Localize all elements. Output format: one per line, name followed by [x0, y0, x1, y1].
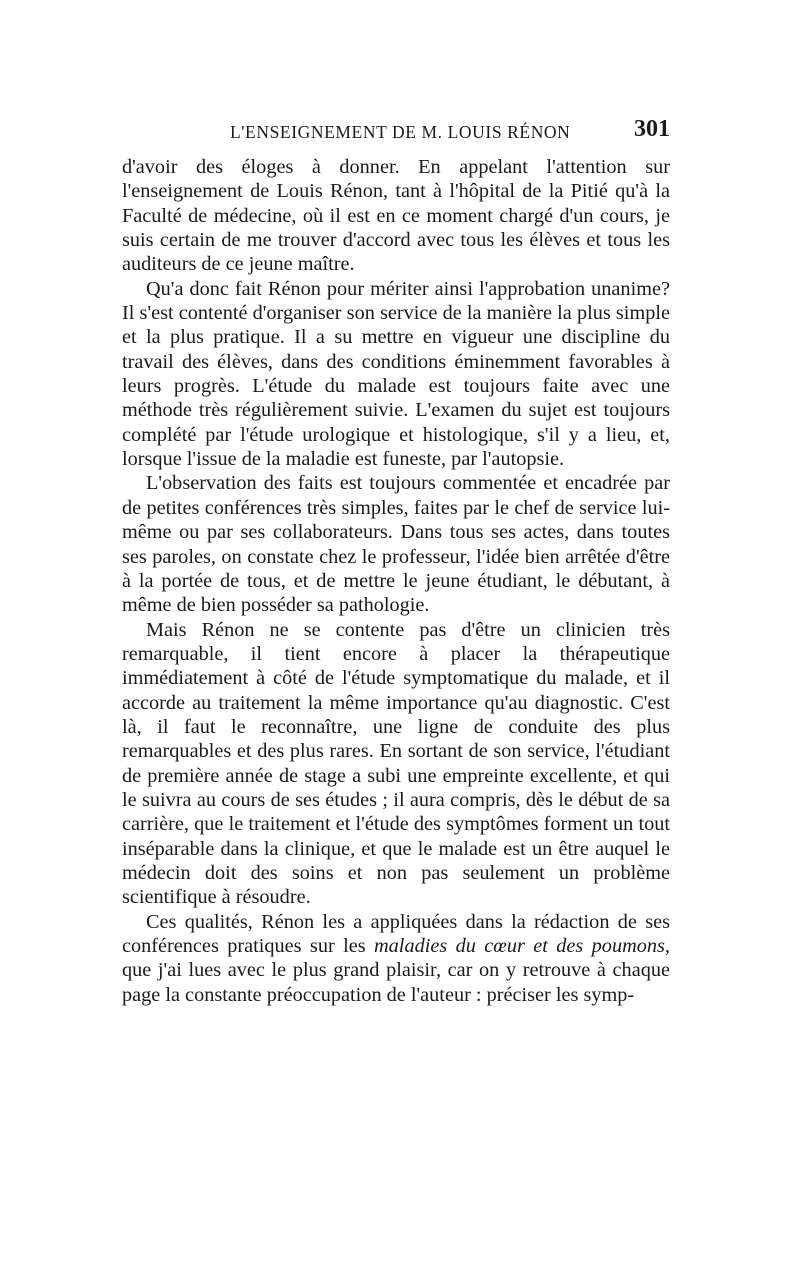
- running-title: L'ENSEIGNEMENT DE M. LOUIS RÉNON: [230, 122, 571, 142]
- book-title-italic: maladies du cœur et des poumons: [374, 935, 665, 957]
- paragraph-2: Qu'a donc fait Rénon pour mériter ainsi l'approbation unanime? Il s'est contenté d'organiser son service de la manière la plus simple et la plus pratique. Il a su mettre en vigueur une discipline du travail des élèves, dans des conditions éminemment favorables à leurs progrès. L'étude du malade est toujours faite avec une méthode très régulièrement suivie. L'examen du sujet est toujours complété par l'étude urologique et histologique, s'il y a lieu, et, lorsque l'issue de la maladie est funeste, par l'autopsie.: [122, 277, 670, 471]
- paragraph-5-lead: Ces qualités, Rénon les a appliquées dans la rédaction de ses conférences pratiques sur les: [122, 910, 670, 957]
- body-text: [122, 155, 670, 1007]
- paragraph-1: d'avoir des éloges à donner. En appelant l'attention sur l'enseignement de Louis Rénon, tant à l'hôpital de la Pitié qu'à la Faculté de médecine, où il est en ce moment chargé d'un cours, je suis certain de me trouver d'accord avec tous les élèves et tous les auditeurs de ce jeune maître.: [122, 156, 670, 276]
- running-head: [122, 116, 670, 152]
- paragraph-4: Mais Rénon ne se contente pas d'être un clinicien très remarquable, il tient encore à placer la thérapeutique immédiatement à côté de l'étude symptomatique du malade, et il accorde au traitement la même importance qu'au diagnostic. C'est là, il faut le reconnaître, une ligne de conduite des plus remarquables et des plus rares. En sortant de son service, l'étudiant de première année de stage a subi une empreinte excellente, et qui le suivra au cours de ses études ; il aura compris, dès le début de sa carrière, que le traitement et l'étude des symptômes forment un tout inséparable dans la clinique, et que le malade est un être auquel le médecin doit des soins et non pas seulement un problème scientifique à résoudre.: [122, 618, 670, 909]
- paragraph-5: [122, 910, 670, 1007]
- paragraph-5-tail: , que j'ai lues avec le plus grand plaisir, car on y retrouve à chaque page la constante préoccupation de l'auteur : préciser les symp-: [122, 935, 670, 1006]
- page-number: 301: [634, 116, 670, 142]
- paragraph-3: L'observation des faits est toujours commentée et encadrée par de petites conférences très simples, faites par le chef de service lui-même ou par ses collaborateurs. Dans tous ses actes, dans toutes ses paroles, on constate chez le professeur, l'idée bien arrêtée d'être à la portée de tous, et de mettre le jeune étudiant, le débutant, à même de bien posséder sa pathologie.: [122, 472, 670, 617]
